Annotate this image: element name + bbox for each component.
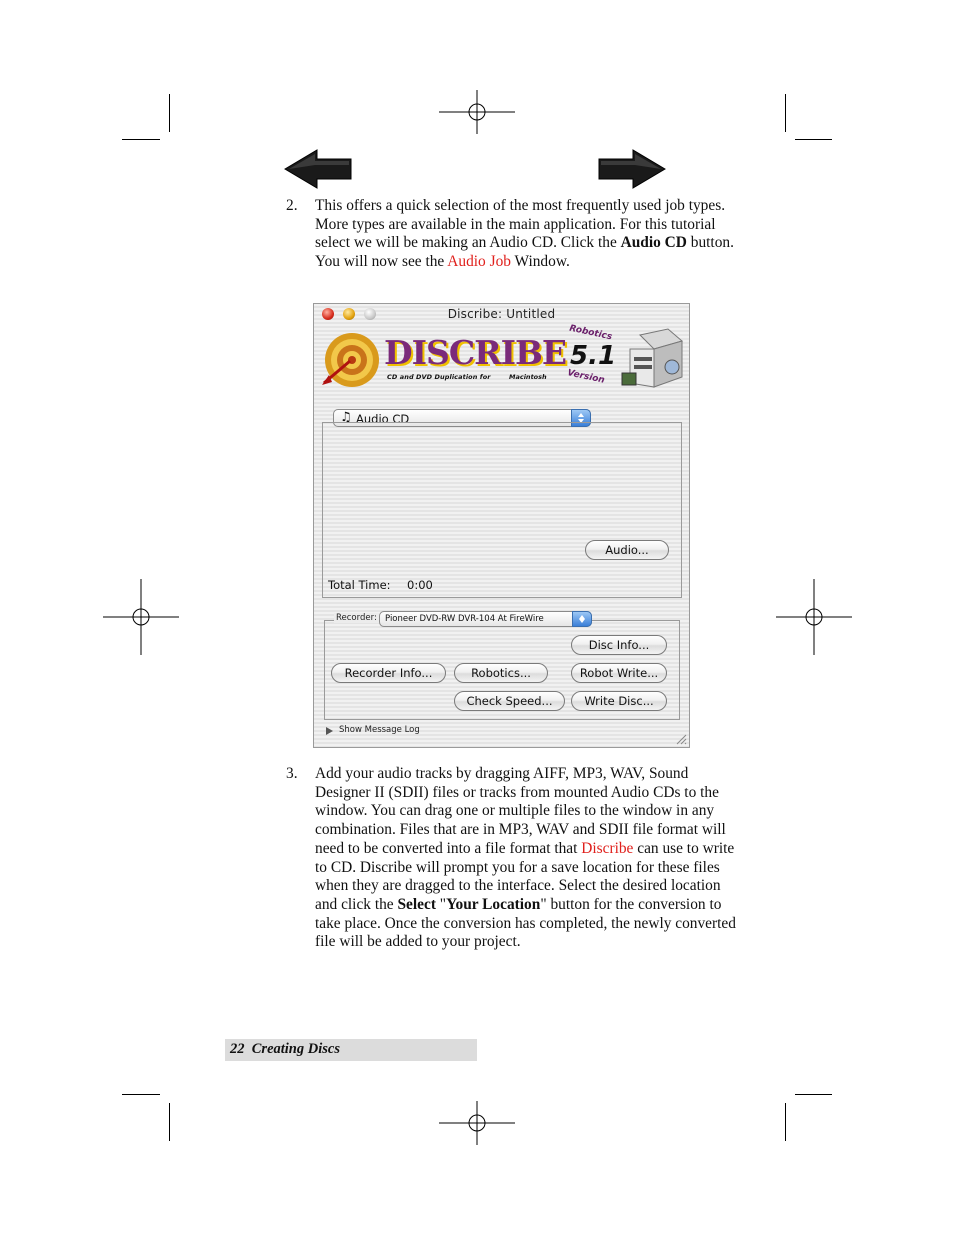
disc-info-button[interactable]: Disc Info... — [571, 635, 667, 655]
popup-arrows-icon — [572, 611, 592, 627]
crop-mark — [795, 1094, 832, 1095]
audio-track-area[interactable] — [322, 422, 682, 598]
total-time-value: 0:00 — [407, 578, 433, 592]
crop-mark — [785, 94, 786, 132]
recorder-popup[interactable] — [379, 611, 592, 627]
robotics-button[interactable]: Robotics... — [454, 663, 548, 683]
robot-write-button[interactable]: Robot Write... — [571, 663, 667, 683]
recorder-value: Pioneer DVD-RW DVR-104 At FireWire — [385, 614, 544, 624]
step-3-paragraph — [286, 765, 736, 952]
logo-subtitle: CD and DVD Duplication for — [387, 373, 491, 381]
resize-grip-icon[interactable] — [675, 733, 687, 745]
disclosure-triangle-icon[interactable] — [326, 727, 333, 735]
recorder-info-button[interactable]: Recorder Info... — [331, 663, 446, 683]
body-text: button. You will now see the — [315, 234, 734, 271]
window-title: Discribe: Untitled — [447, 307, 556, 321]
body-text: Add your audio tracks by dragging AIFF, MP3, WAV, Sound Designer II (SDII) files or tracks from mounted Audio CDs to the window. You can drag one or multiple files to the window in any combination. Files that are in MP3, WAV and SDII file format will need to be converted into a file format that — [315, 765, 726, 857]
show-message-log[interactable]: Show Message Log — [339, 725, 420, 735]
bold-text: Your Location — [446, 895, 541, 913]
discribe-link[interactable]: Discribe — [581, 839, 634, 857]
page-footer — [225, 1039, 477, 1061]
crop-mark — [795, 139, 832, 140]
crop-mark — [122, 1094, 160, 1095]
version-label-top: Robotics — [568, 323, 613, 343]
check-speed-button[interactable]: Check Speed... — [454, 691, 565, 711]
page-number-label: 22 Creating Discs — [230, 1041, 340, 1057]
total-time-label: Total Time: — [328, 578, 391, 592]
title-bar — [314, 304, 689, 325]
recorder-label: Recorder: — [336, 613, 377, 623]
step-2-paragraph — [286, 197, 736, 272]
registration-mark-icon — [439, 1085, 515, 1161]
write-disc-button[interactable]: Write Disc... — [571, 691, 667, 711]
crop-mark — [169, 94, 170, 132]
left-arrow-icon[interactable] — [283, 148, 353, 190]
registration-mark-icon — [776, 579, 852, 655]
audio-button[interactable]: Audio... — [585, 540, 669, 560]
music-note-icon: ♫ — [340, 410, 352, 425]
registration-mark-icon — [439, 74, 515, 150]
discribe-banner — [314, 325, 689, 395]
bold-text: Select — [397, 895, 436, 913]
body-text: " button for the conversion to take place. Once the conversion has completed, the newly converted file will be added to your project. — [315, 895, 736, 951]
logo-subtitle-platform: Macintosh — [509, 373, 547, 381]
crop-mark — [785, 1103, 786, 1141]
duplicator-device-icon — [620, 327, 686, 391]
audio-job-link[interactable]: Audio Job — [447, 253, 511, 271]
step-number: 3. — [286, 765, 298, 782]
registration-mark-icon — [103, 579, 179, 655]
bold-text: Audio CD — [620, 234, 687, 252]
body-text: Window. — [510, 253, 570, 271]
discribe-window — [313, 303, 690, 748]
body-text: can use to write to CD. Discribe will prompt you for a save location for these files when they are dragged to the interface. Select the desired location and click the — [315, 839, 735, 913]
target-logo-icon — [320, 331, 382, 389]
crop-mark — [169, 1103, 170, 1141]
crop-mark — [122, 139, 160, 140]
version-label-bottom: Version — [566, 368, 606, 386]
discribe-logo-text: DISCRIBE — [384, 333, 567, 372]
step-number: 2. — [286, 197, 298, 214]
version-number: 5.1 — [570, 341, 617, 371]
right-arrow-icon[interactable] — [597, 148, 667, 190]
job-type-value: Audio CD — [356, 412, 410, 426]
body-text: This offers a quick selection of the most frequently used job types. More types are available in the main application. For this tutorial select we will be making an Audio CD. Click the — [315, 197, 726, 252]
body-text: " — [435, 895, 447, 913]
